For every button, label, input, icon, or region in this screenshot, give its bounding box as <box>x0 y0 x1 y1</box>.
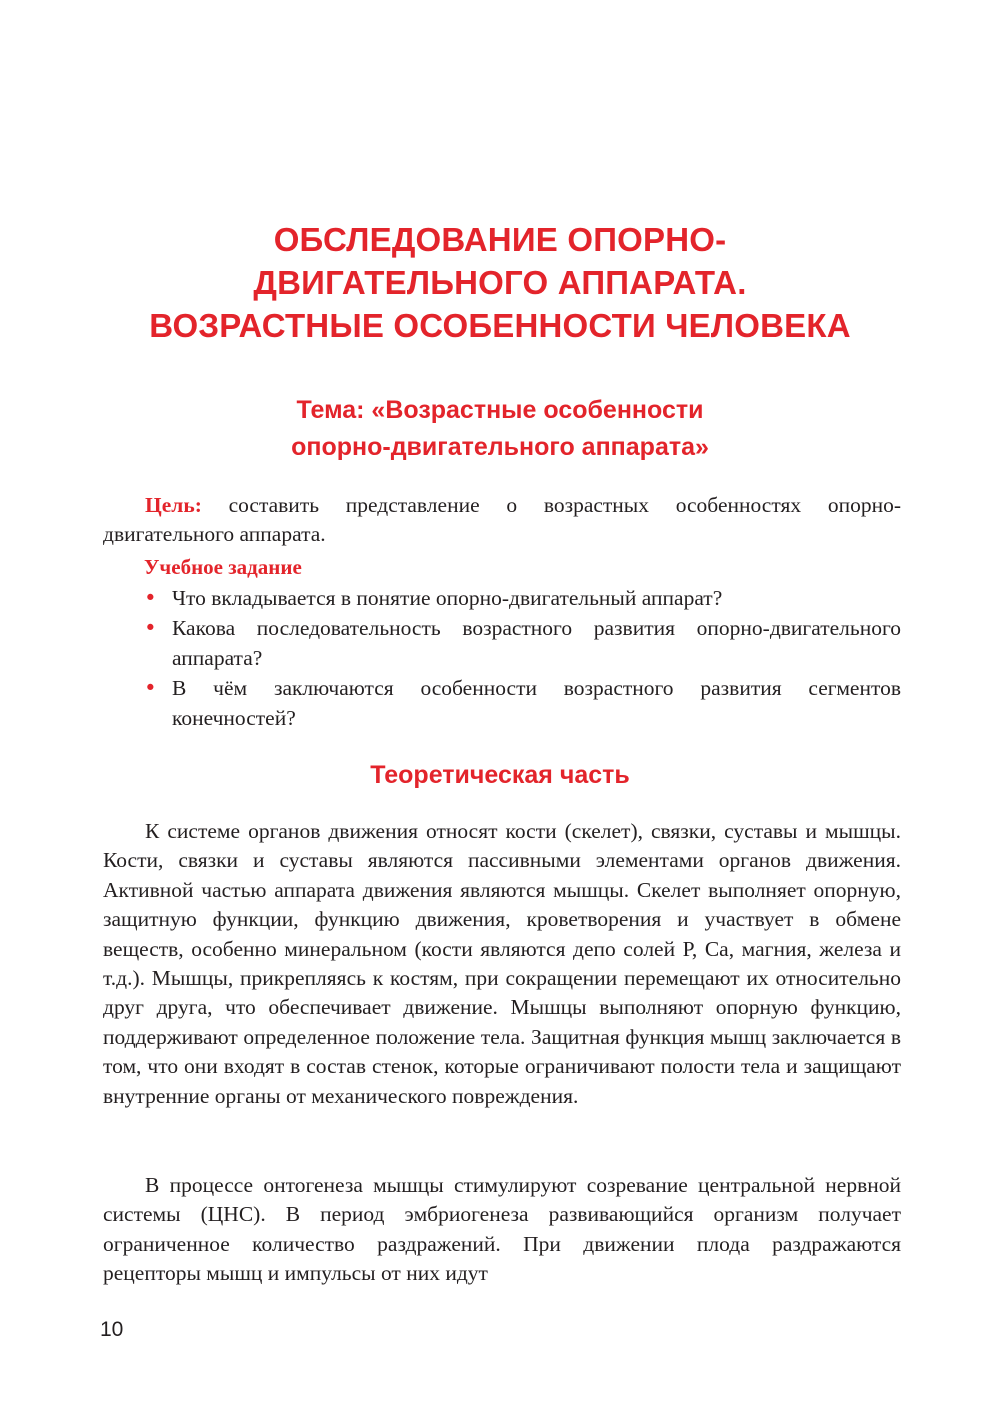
bullet-icon: • <box>144 586 157 611</box>
chapter-title <box>60 218 940 347</box>
goal-label: Цель: <box>145 493 202 517</box>
theory-paragraph-1: К системе органов движения относят кости (скелет), связки, суставы и мышцы. Кости, связки и суставы являются пассивными элементами органов движения. Активной частью аппарата движения являются мышцы. Скелет выполняет опорную, защитную функции, функцию движения, кроветворения и участвует в обмене веществ, особенно минеральном (кости являются депо солей Р, Са, магния, железа и т.д.). Мышцы, прикрепляясь к костям, при сокращении перемещают их относительно друг друга, что обеспечивает движение. Мышцы выполняют опорную функцию, поддерживают определенное положение тела. Защитная функция мышц заключается в том, что они входят в состав стенок, которые ограничивают полости тела и защищают внутренние органы от механического повреждения. <box>103 819 901 1108</box>
chapter-title-line-3: ВОЗРАСТНЫЕ ОСОБЕННОСТИ ЧЕЛОВЕКА <box>149 307 851 344</box>
topic-title-line-1: Тема: «Возрастные особенности <box>296 396 704 424</box>
task-heading: Учебное задание <box>144 555 302 579</box>
bullet-icon: • <box>144 676 157 702</box>
theory-heading: Теоретическая часть <box>370 761 630 789</box>
task-list <box>144 584 901 734</box>
bullet-icon: • <box>144 616 157 642</box>
topic-title-line-2: опорно-двигательного аппарата» <box>291 433 709 461</box>
chapter-title-line-1: ОБСЛЕДОВАНИЕ ОПОРНО- <box>273 221 727 258</box>
goal-paragraph <box>103 491 901 550</box>
task-item <box>144 614 901 673</box>
theory-paragraph-2: В процессе онтогенеза мышцы стимулируют созревание центральной нервной системы (ЦНС). В период эмбриогенеза развивающийся организм получает ограниченное количество раздражений. При движении плода раздражаются рецепторы мышц и импульсы от них идут <box>103 1173 901 1286</box>
task-item-text: Какова последовательность возрастного развития опорно-двигательного аппарата? <box>172 616 901 670</box>
chapter-title-line-2: ДВИГАТЕЛЬНОГО АППАРАТА. <box>253 264 747 301</box>
page-number: 10 <box>100 1318 124 1341</box>
task-item-text: Что вкладывается в понятие опорно-двигательный аппарат? <box>172 586 723 610</box>
task-item <box>144 674 901 733</box>
topic-title <box>100 392 900 466</box>
task-item <box>144 584 901 613</box>
goal-text: составить представление о возрастных особенностях опорно-двигательного аппарата. <box>103 493 901 547</box>
task-item-text: В чём заключаются особенности возрастного развития сегментов конечностей? <box>172 676 901 730</box>
